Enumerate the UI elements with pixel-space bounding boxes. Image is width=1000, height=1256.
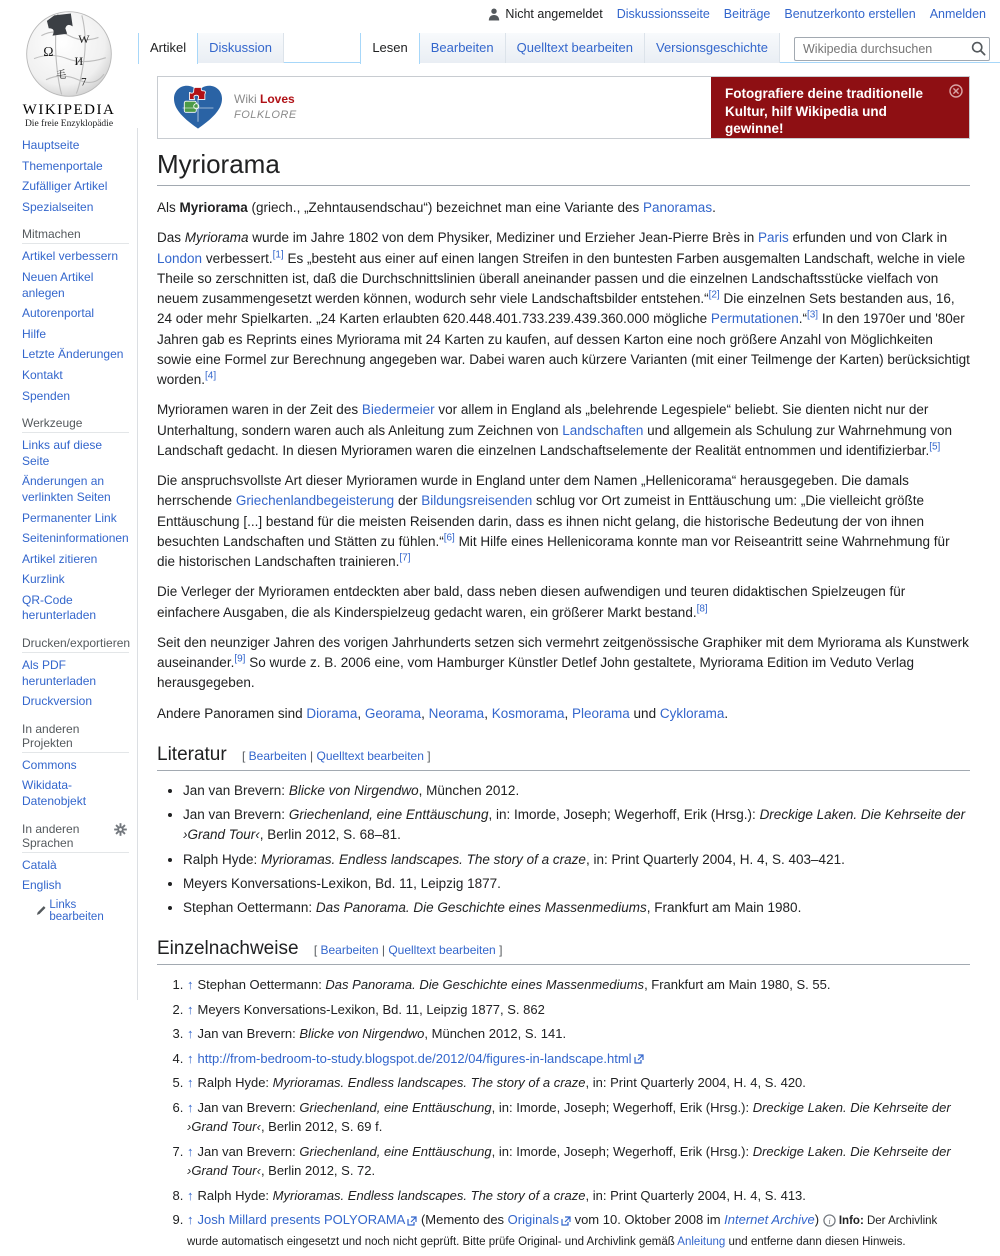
list-item [22, 474, 129, 505]
text-run: und allgemein als Schulung zur Wahrnehmung von Landschaft gedacht. In diesen Myrioramen waren die einzelnen Landschaftselemente der Realität entnommen und identifizierbar. [157, 422, 953, 458]
section-edit-links [314, 943, 503, 957]
svg-text:Ω: Ω [43, 43, 54, 59]
view-tabs-and-search [360, 33, 1000, 62]
text-run: Myrioramas. Endless landscapes. The story of a craze [272, 1075, 586, 1091]
sidebar-item-english[interactable]: English [22, 878, 62, 893]
sidebar-section-title: Drucken/exportieren [22, 636, 129, 653]
text-run: , Frankfurt am Main 1980, S. 55. [644, 977, 831, 993]
text-run: , in: Imorde, Joseph; Wegerhoff, Erik (Hrsg.): [488, 807, 760, 822]
wiki-link[interactable]: Bildungsreisenden [421, 493, 533, 509]
logo-wordmark: WIKIPEDIA [22, 102, 116, 118]
list-item [22, 694, 129, 710]
list-item [22, 758, 129, 774]
text-run: , in: Imorde, Joseph; Wegerhoff, Erik (Hrsg.): [491, 1143, 753, 1159]
personal-bar-link[interactable]: Diskussionsseite [616, 7, 710, 21]
info-icon [823, 1214, 836, 1227]
reference-item [187, 1073, 970, 1093]
text-run: , Berlin 2012, S. 69 f. [260, 1119, 383, 1135]
tab-quelltext-bearbeiten[interactable]: Quelltext bearbeiten [506, 33, 645, 63]
text-run: schlug vor Ort zumeist in Enttäuschung um: „Die vielleicht größte Enttäuschung [...] bestand für die meisten Reisenden darin, dass es ihnen nicht gelang, die historische Bedeutung der von ihnen besuchten Landschaften und Stätten zu fühlen.“ [157, 493, 925, 549]
sidebar-section-list [22, 658, 129, 710]
tab-diskussion[interactable]: Diskussion [198, 33, 284, 63]
reference-marker [273, 249, 284, 260]
article-paragraph [157, 228, 970, 390]
text-run: , Berlin 2012, S. 72. [260, 1163, 376, 1179]
namespace-tabs [138, 33, 284, 63]
svg-text:毛: 毛 [56, 69, 67, 81]
external-link-icon [407, 1216, 417, 1226]
tab-versionsgeschichte[interactable]: Versionsgeschichte [645, 33, 780, 63]
list-item [22, 249, 129, 265]
backlink-arrow[interactable]: ↑ [187, 1212, 194, 1228]
text-run: .“ [798, 311, 807, 327]
list-item [22, 200, 129, 216]
sidebar-section-title: In anderen Sprachen [22, 822, 129, 853]
sidebar-item-themenportale[interactable]: Themenportale [22, 158, 103, 173]
article-paragraph [157, 704, 970, 724]
view-tabs [360, 33, 780, 63]
sidebar-item-artikel-zitieren[interactable]: Artikel zitieren [22, 551, 98, 566]
text-run: Seit den neunziger Jahren des vorigen Jahrhunderts setzen sich vermehrt zeitgenössische Graphiker mit dem Myriorama als Kunstwerk auseinander. [157, 634, 969, 670]
tab-artikel[interactable]: Artikel [138, 33, 198, 64]
personal-bar-link[interactable]: Beiträge [723, 7, 771, 21]
reference-marker [399, 553, 410, 564]
text-run: , in: Print Quarterly 2004, H. 4, S. 403–421. [585, 851, 845, 867]
user-icon [488, 8, 500, 21]
list-item [22, 327, 129, 343]
logo-tagline: Die freie Enzyklopädie [24, 119, 114, 129]
list-item [22, 368, 129, 384]
list-item [22, 658, 129, 689]
list-item [22, 306, 129, 322]
list-item [22, 511, 129, 527]
text-run: Jan van Brevern: [197, 1026, 300, 1042]
reference-item [187, 1142, 970, 1181]
literatur-item [183, 781, 970, 801]
reference-marker [234, 654, 245, 665]
svg-text:7: 7 [80, 76, 87, 89]
svg-text:W: W [78, 31, 90, 46]
text-run: Mit Hilfe eines Hellenicorama konnte man vor Reiseantritt seine Wahrnehmung für die historischen Landschaften trainieren. [157, 533, 950, 569]
edit-language-links[interactable] [22, 899, 129, 923]
wiki-link[interactable]: London [157, 250, 203, 266]
wiki-link[interactable]: Internet Archive [724, 1212, 815, 1228]
reference-marker [807, 310, 818, 321]
sidebar-section-list [22, 138, 129, 215]
external-link-icon [634, 1054, 644, 1064]
sidebar-section-title: In anderen Projekten [22, 722, 129, 753]
page-tab-bar [138, 33, 1000, 63]
text-run: Griechenland, eine Enttäuschung [299, 1143, 492, 1159]
text-run: Myrioramas. Endless landscapes. The story of a craze [261, 851, 586, 867]
sidebar-item-als-pdf-herunterladen[interactable]: Als PDF herunterladen [22, 658, 97, 688]
text-run: verbessert. [202, 250, 273, 266]
sidebar-item-català[interactable]: Català [22, 857, 57, 872]
edit-language-links-label[interactable]: Links bearbeiten [49, 898, 104, 923]
text-run: ) [814, 1212, 823, 1228]
list-item [22, 552, 129, 568]
footnote-ref-link[interactable]: [2] [708, 289, 720, 301]
list-item [22, 347, 129, 363]
list-item [22, 858, 129, 874]
wiki-link[interactable]: Permutationen [710, 311, 799, 327]
wiki-link[interactable]: Georama [364, 705, 422, 721]
text-run: Ralph Hyde: [183, 851, 262, 867]
text-run: Stephan Oettermann: [183, 900, 316, 915]
text-run: Dreckige Laken. Die Kehrseite der ›Grand Tour‹ [187, 1143, 951, 1179]
text-run: Die Verleger der Myrioramen entdeckten aber bald, dass neben diesen aufwendigen und teuren didaktischen Spielzeugen für einfachere Ausgaben, die als Kinderspielzeug gedacht waren, ein größerer Markt bestand. [157, 584, 906, 620]
reference-marker [709, 290, 720, 301]
text-run: Blicke von Nirgendwo [288, 782, 419, 798]
banner-brand [158, 77, 711, 138]
sidebar-item-hilfe[interactable]: Hilfe [22, 326, 47, 341]
bracket: [ [313, 943, 321, 958]
text-run: Meyers Konversations-Lexikon, Bd. 11, Leipzig 1877. [183, 875, 501, 891]
reference-item [187, 1024, 970, 1044]
literatur-item [183, 850, 970, 870]
text-run: vor allem in England als „belehrende Legespiele“ beliebt. Sie dienten nicht nur der Unterhaltung, sondern waren auch als Anleitung zum Zeichnen von [157, 402, 929, 438]
wiki-loves-folklore-banner[interactable] [157, 76, 970, 139]
footnote-ref-link[interactable]: [5] [929, 441, 941, 453]
section-heading-einzelnachweise [157, 938, 970, 965]
text-run: Myrioramen waren in der Zeit des [157, 402, 362, 418]
wikipedia-logo[interactable] [0, 0, 138, 128]
article-paragraph [157, 633, 970, 694]
text-run: Jan van Brevern: [183, 807, 289, 822]
article-paragraph [157, 400, 970, 461]
sidebar-item-qr-code-herunterladen[interactable]: QR-Code herunterladen [22, 592, 97, 623]
list-item [22, 593, 129, 624]
reference-marker [205, 371, 216, 382]
pencil-icon [36, 905, 46, 916]
text-run: der [394, 493, 422, 509]
wiki-link[interactable]: Diorama [306, 705, 358, 721]
text-run: Der Archivlink wurde automatisch eingesetzt und noch nicht geprüft. Bitte prüfe Original- und Archivlink gemäß [187, 1215, 938, 1248]
text-run: Griechenland, eine Enttäuschung [299, 1099, 492, 1115]
sidebar-item-druckversion[interactable]: Druckversion [22, 694, 93, 709]
banner-close-icon[interactable] [949, 82, 963, 100]
text-run: Es „besteht aus einer auf einen langen Streifen in den buntesten Farben ausgemalten Landschaft, welche in viele Theile so zerschnitten ist, daß die Durchschnittslinien überall aneinander passen und die einzelnen Landschaftsstücke vielfach von neuem zusammengesetzt werden können, wodurch sehr viele Landschaftsbilder entstehen.“ [157, 250, 966, 306]
text-run: Blicke von Nirgendwo [299, 1026, 425, 1042]
section-edit-link[interactable]: Quelltext bearbeiten [316, 748, 424, 763]
list-item [22, 159, 129, 175]
list-item [22, 438, 129, 469]
text-run: Info: [835, 1215, 864, 1228]
personal-bar-link[interactable]: Benutzerkonto erstellen [784, 7, 916, 21]
text-run: und entferne dann diesen Hinweis. [725, 1235, 906, 1248]
literatur-item [183, 805, 970, 846]
sidebar [0, 0, 138, 1000]
sidebar-item-neuen-artikel-anlegen[interactable]: Neuen Artikel anlegen [22, 269, 94, 300]
text-run: . [712, 200, 716, 215]
reference-item [187, 1049, 970, 1069]
backlink-arrow[interactable]: ↑ [187, 1075, 194, 1091]
section-edit-links [242, 749, 431, 763]
sidebar-section-list [22, 438, 129, 624]
bracket: [ [241, 748, 249, 763]
reference-item [187, 1186, 970, 1206]
banner-brand-loves: Loves [260, 92, 295, 107]
backlink-arrow[interactable]: ↑ [187, 1001, 194, 1017]
text-run: , Berlin 2012, S. 68–81. [259, 827, 401, 843]
text-run: vom 10. Oktober 2008 im [570, 1212, 725, 1228]
sidebar-item-seiteninformationen[interactable]: Seiteninformationen [22, 531, 129, 546]
text-run: Ralph Hyde: [197, 1187, 273, 1203]
section-heading-literatur [157, 744, 970, 771]
wiki-link[interactable]: Anleitung [677, 1235, 726, 1248]
sidebar-item-wikidata-datenobjekt[interactable]: Wikidata-Datenobjekt [22, 778, 87, 809]
sidebar-item-änderungen-an-verlinkten-seiten[interactable]: Änderungen an verlinkten Seiten [22, 474, 111, 504]
user-status-label: Nicht angemeldet [505, 7, 603, 21]
list-item [22, 179, 129, 195]
text-run: , in: Imorde, Joseph; Wegerhoff, Erik (Hrsg.): [491, 1099, 753, 1115]
reference-item [187, 1098, 970, 1137]
text-run: Stephan Oettermann: [197, 977, 326, 993]
section-edit-link[interactable]: Bearbeiten [248, 748, 307, 763]
svg-text:И: И [74, 54, 84, 69]
sidebar-item-letzte-änderungen[interactable]: Letzte Änderungen [22, 347, 124, 362]
sidebar-item-links-auf-diese-seite[interactable]: Links auf diese Seite [22, 438, 103, 468]
sidebar-item-artikel-verbessern[interactable]: Artikel verbessern [22, 249, 119, 264]
wiki-link[interactable]: Pleorama [572, 705, 630, 721]
references-list [187, 975, 970, 1251]
text-run: , München 2012, S. 141. [424, 1026, 567, 1042]
text-run: , München 2012. [418, 782, 520, 798]
wiki-link[interactable]: Kosmorama [491, 705, 565, 721]
wiki-link[interactable]: Cyklorama [659, 705, 725, 721]
literatur-item [183, 874, 970, 894]
footnote-ref-link[interactable]: [4] [205, 370, 217, 382]
bracket: ] [423, 748, 431, 763]
backlink-arrow[interactable]: ↑ [187, 1143, 194, 1159]
backlink-arrow[interactable]: ↑ [187, 1050, 194, 1066]
search-input[interactable] [794, 37, 990, 61]
tab-bearbeiten[interactable]: Bearbeiten [420, 33, 506, 63]
text-run: In den 1970er und '80er Jahren gab es Reprints eines Myriorama mit 24 Karten zu kaufen, auf dessen Karton eine noch größere Anzahl von Möglichkeiten sowie eine Formel zur Berechnung angegeben war. Dabei waren auch kürzere Varianten (mit einer Teilmenge der Karten) berücksichtigt worden. [157, 311, 970, 387]
text-run: , Frankfurt am Main 1980. [646, 900, 802, 915]
literatur-list [183, 781, 970, 919]
tab-lesen[interactable]: Lesen [360, 33, 419, 64]
text-run: . [724, 705, 729, 721]
list-item [22, 878, 129, 894]
footnote-ref-link[interactable]: [7] [399, 552, 411, 564]
reference-marker [929, 441, 940, 452]
reference-item [187, 1000, 970, 1020]
text-run: Jan van Brevern: [183, 782, 289, 798]
sidebar-item-spezialseiten[interactable]: Spezialseiten [22, 199, 94, 214]
sidebar-item-spenden[interactable]: Spenden [22, 388, 71, 403]
text-run: wurde im Jahre 1802 von dem Physiker, Mediziner und Erzieher Jean-Pierre Brès in [248, 230, 759, 246]
sidebar-item-kontakt[interactable]: Kontakt [22, 367, 63, 382]
text-run: Griechenland, eine Enttäuschung [288, 807, 489, 822]
personal-bar [488, 7, 986, 21]
text-run: Meyers Konversations-Lexikon, Bd. 11, Leipzig 1877, S. 862 [197, 1001, 545, 1017]
section-title: Einzelnachweise [157, 938, 299, 960]
text-run: Als [157, 200, 180, 215]
literatur-item [183, 898, 970, 918]
external-link-icon [561, 1216, 571, 1226]
section-edit-link[interactable]: Bearbeiten [320, 943, 379, 958]
user-status [488, 7, 602, 21]
text-run: , [357, 705, 365, 721]
text-run: Das Panorama. Die Geschichte eines Massenmediums [315, 900, 647, 915]
section-edit-link[interactable]: Quelltext bearbeiten [388, 943, 496, 958]
text-run: Die einzelnen Sets bestanden aus, 16, 24 oder mehr Spielkarten. „24 Karten erlaubten 620.448.401.733.239.439.360.000 mögliche [157, 291, 955, 327]
sidebar-item-permanenter-link[interactable]: Permanenter Link [22, 510, 117, 525]
list-item [22, 531, 129, 547]
external-link[interactable]: Josh Millard presents POLYORAMA [198, 1212, 418, 1227]
article-body [157, 198, 970, 724]
list-item [22, 138, 129, 154]
sidebar-item-zufälliger-artikel[interactable]: Zufälliger Artikel [22, 179, 108, 194]
gear-icon[interactable] [114, 823, 127, 836]
separator: | [306, 748, 317, 763]
backlink-arrow[interactable]: ↑ [187, 1026, 194, 1042]
footnote-ref-link[interactable]: [6] [443, 532, 455, 544]
text-run: Jan van Brevern: [197, 1099, 300, 1115]
wiki-link[interactable]: Neorama [428, 705, 485, 721]
search-box [794, 37, 990, 61]
globe-puzzle-icon [23, 8, 115, 100]
text-run: Die anspruchsvollste Art dieser Myrioramen wurde in England unter dem Namen „Hellenicorama“ herausgegeben. Die damals herrschende [157, 473, 909, 509]
footnote-ref-link[interactable]: [1] [272, 249, 284, 260]
separator: | [378, 943, 389, 958]
reference-item [187, 975, 970, 995]
text-run: Jan van Brevern: [197, 1143, 300, 1159]
text-run: Dreckige Laken. Die Kehrseite der ›Grand Tour‹ [183, 807, 966, 843]
banner-cta-text: Fotografiere deine traditionelle Kultur, hilf Wikipedia und gewinne! [725, 86, 924, 137]
sidebar-section-title: Werkzeuge [22, 416, 129, 433]
list-item [22, 389, 129, 405]
text-run: (griech., „Zehntausendschau“) bezeichnet man eine Variante des [247, 200, 644, 215]
bracket: ] [495, 943, 503, 958]
external-link[interactable]: http://from-bedroom-to-study.blogspot.de/2012/04/figures-in-landscape.html [198, 1051, 644, 1066]
text-run: , in: Print Quarterly 2004, H. 4, S. 413. [585, 1187, 806, 1203]
text-run: und [629, 705, 660, 721]
reference-marker [697, 603, 708, 614]
sidebar-nav [0, 128, 138, 1000]
footnote-ref-link[interactable]: [3] [806, 309, 819, 321]
sidebar-item-commons[interactable]: Commons [22, 757, 77, 772]
backlink-arrow[interactable]: ↑ [187, 1187, 194, 1203]
sidebar-section-list [22, 758, 129, 810]
text-run: Das [157, 230, 185, 246]
footnote-ref-link[interactable]: [8] [696, 603, 708, 614]
wiki-link[interactable]: Panoramas [643, 200, 713, 215]
text-run: Myriorama [179, 200, 248, 215]
text-run: Dreckige Laken. Die Kehrseite der ›Grand Tour‹ [187, 1099, 951, 1135]
text-run: (Memento des [417, 1212, 508, 1228]
search-icon[interactable] [971, 40, 986, 56]
sidebar-item-kurzlink[interactable]: Kurzlink [22, 572, 65, 587]
text-run: Ralph Hyde: [197, 1075, 273, 1091]
puzzle-heart-icon [172, 84, 224, 132]
wiki-link[interactable]: Biedermeier [361, 402, 435, 418]
wiki-link[interactable]: Landschaften [562, 422, 644, 438]
page-title: Myriorama [157, 149, 970, 186]
list-item [22, 270, 129, 301]
personal-bar-links [617, 7, 986, 21]
list-item [22, 572, 129, 588]
personal-bar-link[interactable]: Anmelden [929, 7, 986, 21]
sidebar-section-list [22, 249, 129, 404]
text-run: , [484, 705, 492, 721]
text-run: erfunden und von Clark in [788, 230, 948, 246]
svg-text:i: i [828, 1217, 831, 1227]
text-run: , [564, 705, 573, 721]
text-run: Myriorama [184, 230, 249, 246]
text-run: , [421, 705, 429, 721]
article-content [139, 63, 986, 1256]
text-run: So wurde z. B. 2006 eine, vom Hamburger Künstler Detlef John gestaltete, Myriorama Edition im Veduto Verlag herausgegeben. [157, 655, 915, 691]
section-title: Literatur [157, 743, 227, 765]
article-paragraph [157, 471, 970, 572]
footnote-ref-link[interactable]: [9] [234, 653, 246, 665]
text-run: Das Panorama. Die Geschichte eines Massenmediums [325, 977, 645, 993]
text-run: Andere Panoramen sind [157, 705, 307, 721]
reference-item [187, 1210, 970, 1251]
sidebar-section-title: Mitmachen [22, 227, 129, 244]
text-run: , in: Print Quarterly 2004, H. 4, S. 420. [585, 1075, 806, 1091]
sidebar-section-list [22, 858, 129, 894]
backlink-arrow[interactable]: ↑ [187, 1099, 194, 1115]
article-paragraph [157, 582, 970, 623]
sidebar-item-hauptseite[interactable]: Hauptseite [22, 138, 80, 152]
wiki-link[interactable]: Paris [758, 230, 789, 246]
banner-brand-folklore: FOLKLORE [234, 109, 297, 122]
reference-marker [444, 532, 455, 543]
banner-brand-wiki: Wiki [234, 92, 257, 107]
sidebar-item-autorenportal[interactable]: Autorenportal [22, 306, 95, 321]
list-item [22, 778, 129, 809]
backlink-arrow[interactable]: ↑ [187, 977, 194, 993]
banner-cta[interactable] [711, 77, 969, 138]
wiki-link[interactable]: Griechenlandbegeisterung [235, 493, 395, 509]
text-run: Myrioramas. Endless landscapes. The story of a craze [272, 1187, 586, 1203]
external-link[interactable]: Originals [508, 1212, 571, 1227]
article-paragraph [157, 198, 970, 218]
